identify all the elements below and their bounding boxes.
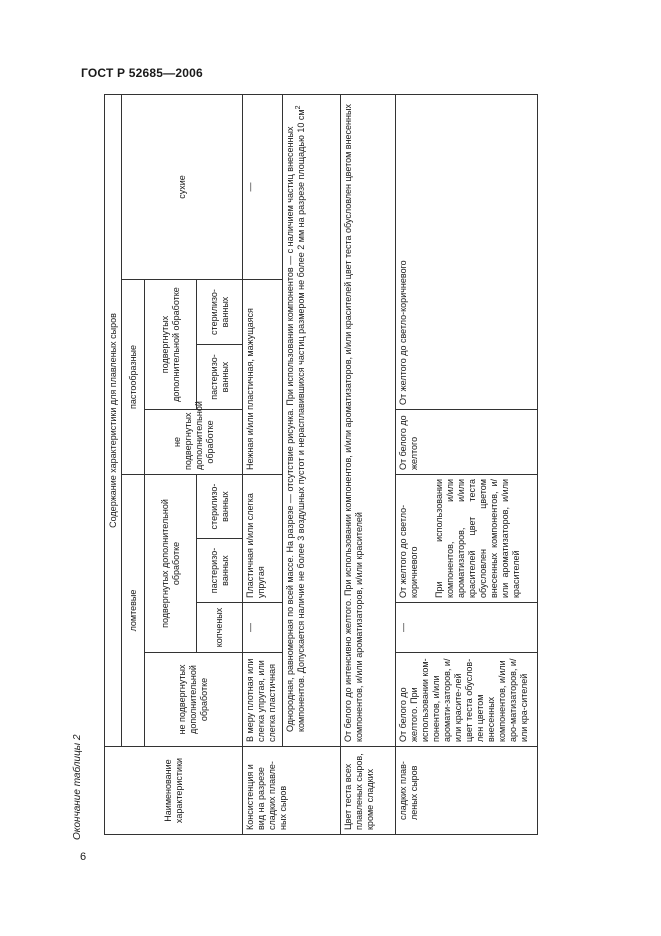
header-pasto-processed: подвергнутых дополнительной обработке: [145, 280, 197, 410]
header-lomt-sterilized: стерилизо-ванных: [197, 475, 243, 539]
header-group-pastoobraznye: пастообразные: [122, 280, 145, 475]
header-pasto-not-processed: не подвергнутых дополнительной обработке: [145, 410, 243, 475]
header-pasto-sterilized: стерилизо-ванных: [197, 280, 243, 345]
table-row: [283, 94, 341, 834]
header-group-lomtevye: ломтевые: [122, 475, 145, 747]
page-number: 6: [80, 851, 87, 863]
header-pasto-pasteurized: пастеризо-ванных: [197, 345, 243, 410]
header-lomt-not-processed: не подвергнутых дополнительной обработке: [145, 653, 243, 747]
header-characteristic-name: Наименование характеристики: [105, 747, 243, 835]
row1-lomt-not: В меру плотная или слегка упругая, или слегка пластичная: [243, 653, 283, 747]
row1-note-text: Однородная, равномерная по всей массе. На разрезе — отсутствие рисунка. При использовании компонентов — с наличием частиц внесенных компонентов. Допускается наличие не более 3 воздушных пустот и нерасплавившихся частиц размером не более 2 мм на разрезе площадью 10 см: [285, 109, 306, 732]
row1-name: Консистенция и вид на разрезе сладких плавле-ных сыров: [243, 747, 341, 835]
document-title: ГОСТ Р 52685—2006: [81, 66, 203, 80]
header-group-sukhie: сухие: [122, 94, 243, 279]
row3-lomt-past-ster-note: При использовании компонентов, и/или ароматизаторов, и/или красителей цвет теста обусловлен цветом внесенных компонентов, и/или ароматизаторов, и/или красителей: [434, 479, 521, 598]
row3-lomt-past-ster-value: От желтого до светло-коричневого: [398, 504, 419, 598]
table-caption: Окончание таблицы 2: [72, 734, 83, 840]
row3-lomt-past-ster: [396, 475, 538, 603]
row1-sukhie: —: [243, 94, 283, 279]
row1-lomt-smoked: —: [243, 603, 283, 653]
header-lomt-pasteurized: пастеризо-ванных: [197, 539, 243, 603]
row3-name: сладких плав-леных сыров: [396, 747, 538, 835]
row3-pasto-proc: От желтого до светло-коричневого: [396, 94, 538, 409]
row1-lomt-past-ster: Пластичная и/или слегка упругая: [243, 475, 283, 603]
table-row: [243, 94, 283, 834]
rotated-table-container: [104, 95, 537, 835]
row2-text: От белого до интенсивно желтого. При использовании компонентов, и/или ароматизаторов, и/или красителей цвет теста обусловлен цветом внесенных компонентов, и/или ароматизаторов, и/или красителей: [341, 94, 396, 746]
row1-note-sup: 2: [295, 105, 302, 110]
row3-lomt-not: От белого до желтого. При использовании ком-понентов, и/или аромати-заторов, и/или красите-лей цвет теста обуслов-лен цветом внесенных компонентов, и/или аро-матизаторов, и/или кра-сителей: [396, 653, 538, 747]
row1-note: [283, 94, 341, 746]
row2-name: Цвет теста всех плавленых сыров, кроме сладких: [341, 747, 396, 835]
row3-lomt-smoked: —: [396, 603, 538, 653]
header-smoked: копченых: [197, 603, 243, 653]
header-lomt-processed: подвергнутых дополнительной обработке: [145, 475, 197, 653]
characteristics-table: [104, 94, 538, 835]
row1-pasto: Нежная и/или пластичная, мажущаяся: [243, 280, 283, 475]
header-content: Содержание характеристики для плавленых сыров: [105, 94, 122, 746]
table-row: [396, 94, 538, 834]
table-row: [341, 94, 396, 834]
row3-pasto-not: От белого до желтого: [396, 410, 538, 475]
